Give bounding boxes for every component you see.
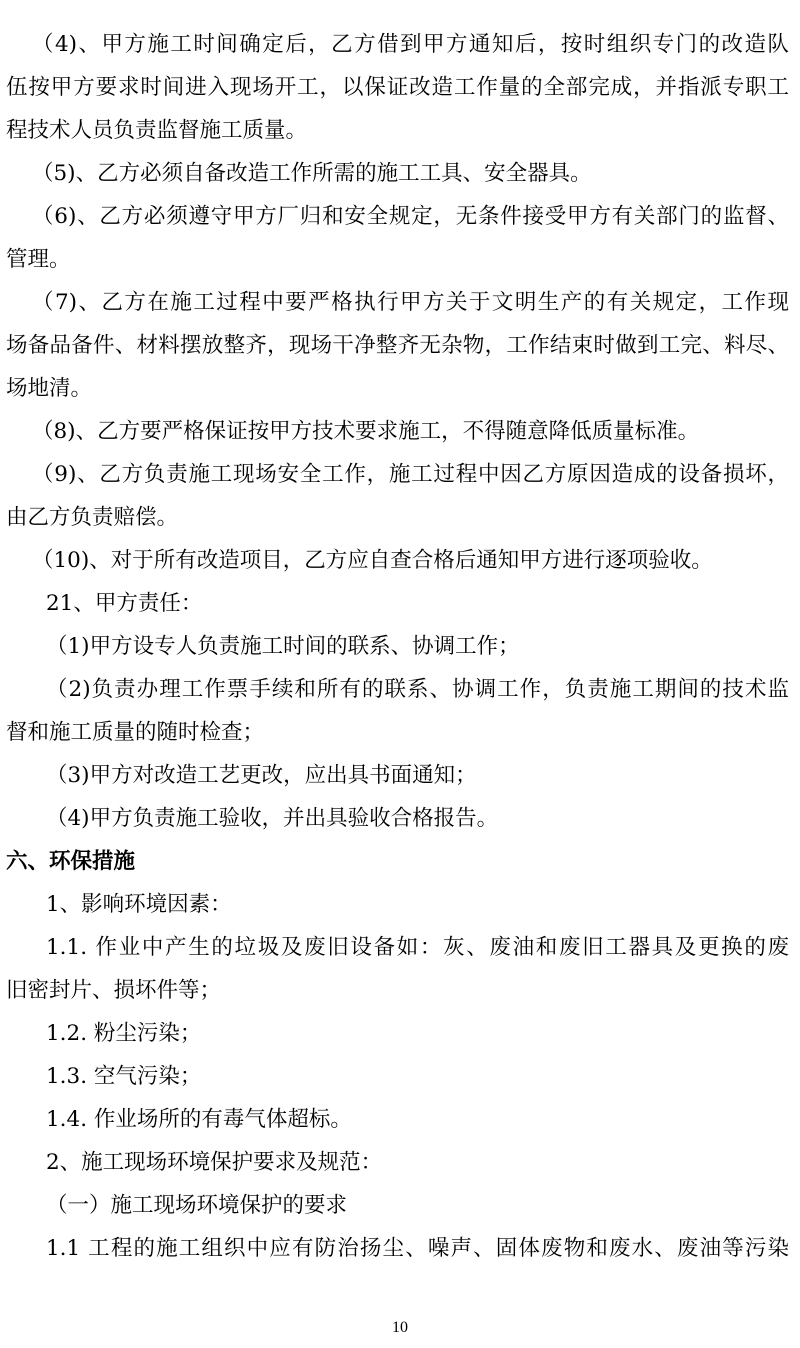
paragraph-line: [0, 1105, 789, 1135]
paragraph-line: [0, 73, 789, 103]
text: 由乙方负责赔偿。: [6, 505, 179, 530]
paragraph-line: [0, 976, 789, 1006]
text: 场地清。: [6, 376, 93, 401]
paragraph-line: [0, 632, 789, 662]
paragraph-line: [0, 116, 789, 146]
paragraph-line: [0, 804, 789, 834]
text: 1.2. 粉尘污染；: [46, 1021, 202, 1046]
paragraph-line: [0, 1191, 789, 1221]
paragraph-line: [0, 761, 789, 791]
text: （8)、乙方要严格保证按甲方技术要求施工，不得随意降低质量标准。: [32, 419, 700, 444]
text: 2、施工现场环境保护要求及规范：: [46, 1150, 383, 1175]
text: 督和施工质量的随时检查；: [6, 720, 265, 745]
text: 管理。: [6, 247, 71, 272]
text: 场备品备件、材料摆放整齐，现场干净整齐无杂物，工作结束时做到工完、料尽、: [6, 333, 789, 358]
paragraph-line: [0, 1234, 789, 1264]
paragraph-line: [0, 30, 789, 60]
text: 1、影响环境因素：: [46, 892, 232, 917]
paragraph-line: [0, 503, 789, 533]
text: （5)、乙方必须自备改造工作所需的施工工具、安全器具。: [32, 161, 592, 186]
paragraph-line: [0, 718, 789, 748]
paragraph-line: [0, 417, 789, 447]
paragraph-line: [0, 202, 789, 232]
paragraph-line: [0, 675, 789, 705]
text: 旧密封片、损坏件等；: [6, 978, 222, 1003]
paragraph-line: [0, 460, 789, 490]
text: （7)、乙方在施工过程中要严格执行甲方关于文明生产的有关规定，工作现: [32, 290, 789, 315]
text: （4)、甲方施工时间确定后，乙方借到甲方通知后，按时组织专门的改造队: [32, 32, 789, 57]
paragraph-line: [0, 1062, 789, 1092]
paragraph-line: [0, 933, 789, 963]
text: 程技术人员负责监督施工质量。: [6, 118, 308, 143]
text: （3)甲方对改造工艺更改，应出具书面通知；: [46, 763, 477, 788]
text: 1.3. 空气污染；: [46, 1064, 202, 1089]
paragraph-line: [0, 245, 789, 275]
paragraph-line: [0, 331, 789, 361]
heading-text: 六、环保措施: [6, 849, 136, 874]
section-heading: [0, 847, 789, 877]
text: 伍按甲方要求时间进入现场开工，以保证改造工作量的全部完成，并指派专职工: [6, 75, 789, 100]
text: （4)甲方负责施工验收，并出具验收合格报告。: [46, 806, 499, 831]
paragraph-line: [0, 1148, 789, 1178]
text: （9)、乙方负责施工现场安全工作，施工过程中因乙方原因造成的设备损坏，: [32, 462, 789, 487]
text: 1.1 工程的施工组织中应有防治扬尘、噪声、固体废物和废水、废油等污染: [46, 1236, 789, 1261]
text: （1)甲方设专人负责施工时间的联系、协调工作；: [46, 634, 520, 659]
paragraph-line: [0, 159, 789, 189]
paragraph-line: [0, 1019, 789, 1049]
text: （2)负责办理工作票手续和所有的联系、协调工作，负责施工期间的技术监: [46, 677, 789, 702]
paragraph-line: [0, 546, 789, 576]
text: 1.4. 作业场所的有毒气体超标。: [46, 1107, 352, 1132]
paragraph-line: [0, 374, 789, 404]
paragraph-line: [0, 890, 789, 920]
paragraph-line: [0, 589, 789, 619]
text: （6)、乙方必须遵守甲方厂归和安全规定，无条件接受甲方有关部门的监督、: [32, 204, 789, 229]
page-number: 10: [392, 1319, 408, 1336]
text: （10)、对于所有改造项目，乙方应自查合格后通知甲方进行逐项验收。: [32, 548, 713, 573]
text: （一）施工现场环境保护的要求: [46, 1193, 348, 1218]
text: 21、甲方责任：: [46, 591, 203, 616]
text: 1.1. 作业中产生的垃圾及废旧设备如：灰、废油和废旧工器具及更换的废: [46, 935, 789, 960]
paragraph-line: [0, 288, 789, 318]
